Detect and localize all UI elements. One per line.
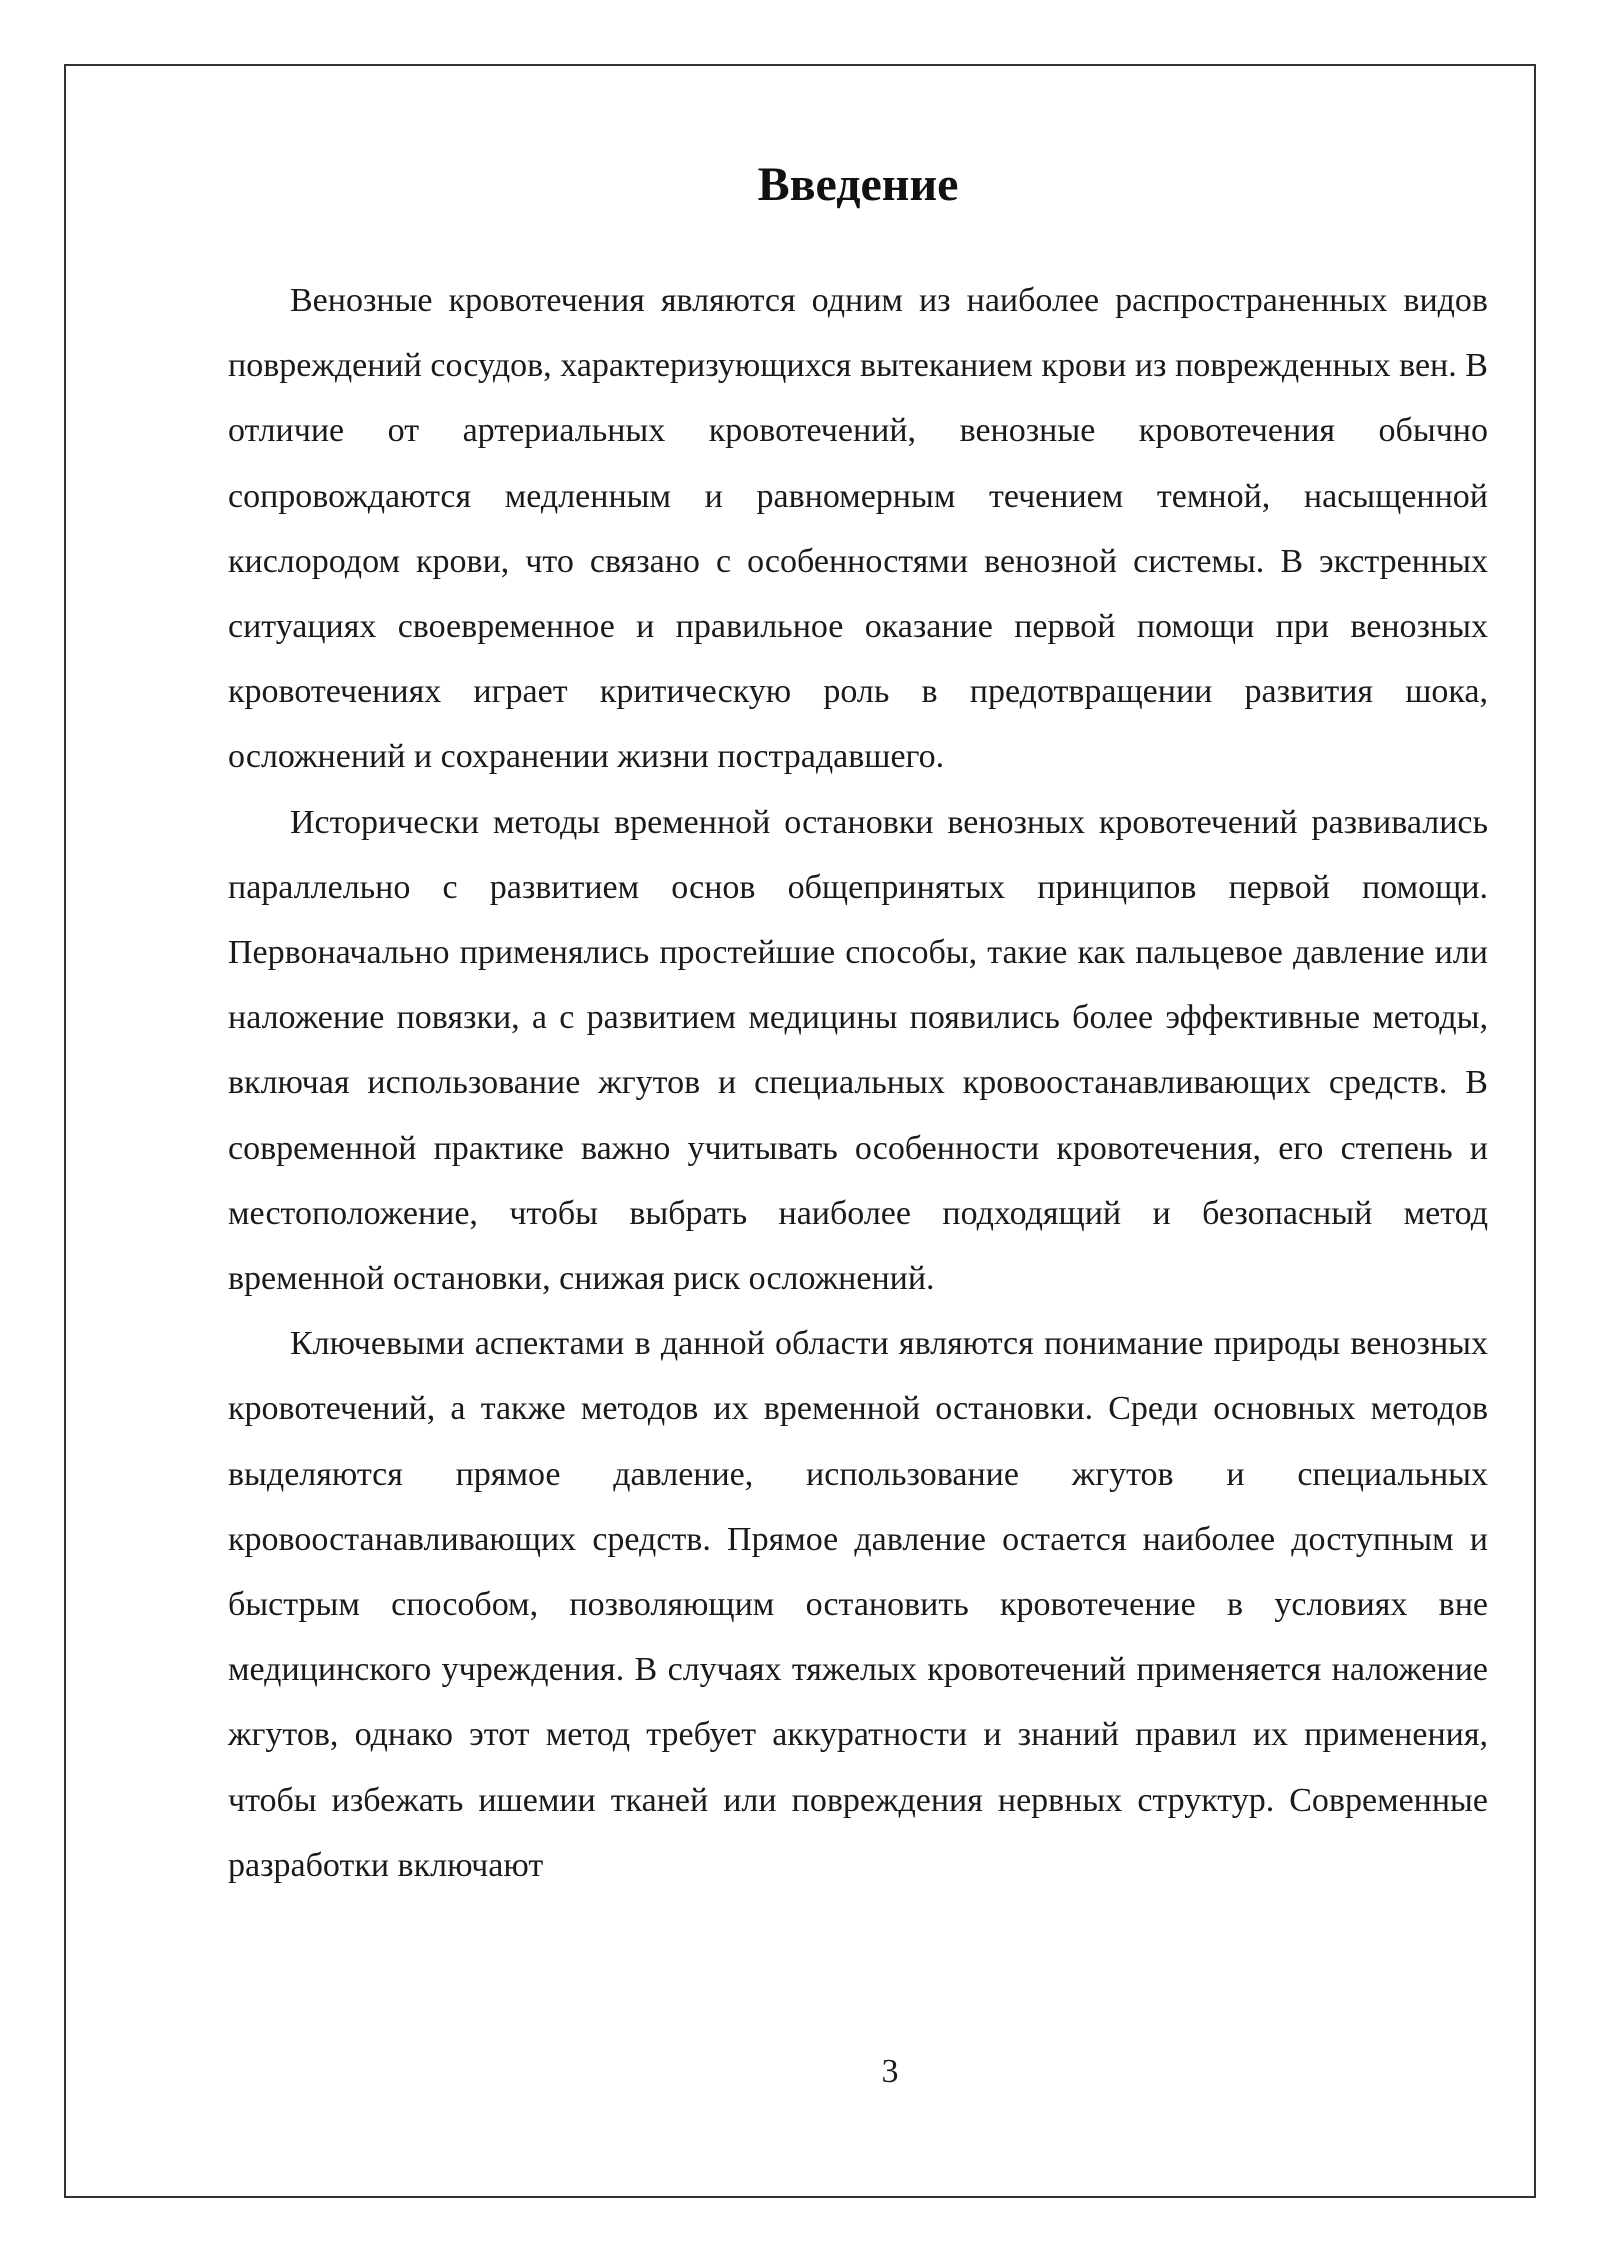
paragraph: Ключевыми аспектами в данной области являются понимание природы венозных кровотечений, а также методов их временной остановки. Среди основных методов выделяются прямое давление, использование жгутов и специальных кровоостанавливающих средств. Прямое давление остается наиболее доступным и быстрым способом, позволяющим остановить кровотечение в условиях вне медицинского учреждения. В случаях тяжелых кровотечений применяется наложение жгутов, однако этот метод требует аккуратности и знаний правил их применения, чтобы избежать ишемии тканей или повреждения нервных структур. Современные разработки включают — [228, 1325, 1488, 1884]
page-title: Введение — [757, 158, 959, 211]
paragraph: Исторически методы временной остановки венозных кровотечений развивались параллельно с развитием основ общепринятых принципов первой помощи. Первоначально применялись простейшие способы, такие как пальцевое давление или наложение повязки, а с развитием медицины появились более эффективные методы, включая использование жгутов и специальных кровоостанавливающих средств. В современной практике важно учитывать особенности кровотечения, его степень и местоположение, чтобы выбрать наиболее подходящий и безопасный метод временной остановки, снижая риск осложнений. — [228, 803, 1488, 1298]
body-text — [228, 268, 1488, 1898]
paragraph: Венозные кровотечения являются одним из наиболее распространенных видов повреждений сосудов, характеризующихся вытеканием крови из поврежденных вен. В отличие от артериальных кровотечений, венозные кровотечения обычно сопровождаются медленным и равномерным течением темной, насыщенной кислородом крови, что связано с особенностями венозной системы. В экстренных ситуациях своевременное и правильное оказание первой помощи при венозных кровотечениях играет критическую роль в предотвращении развития шока, осложнений и сохранении жизни пострадавшего. — [228, 282, 1488, 776]
page-number: 3 — [881, 2053, 899, 2090]
page-content — [228, 145, 1488, 1898]
